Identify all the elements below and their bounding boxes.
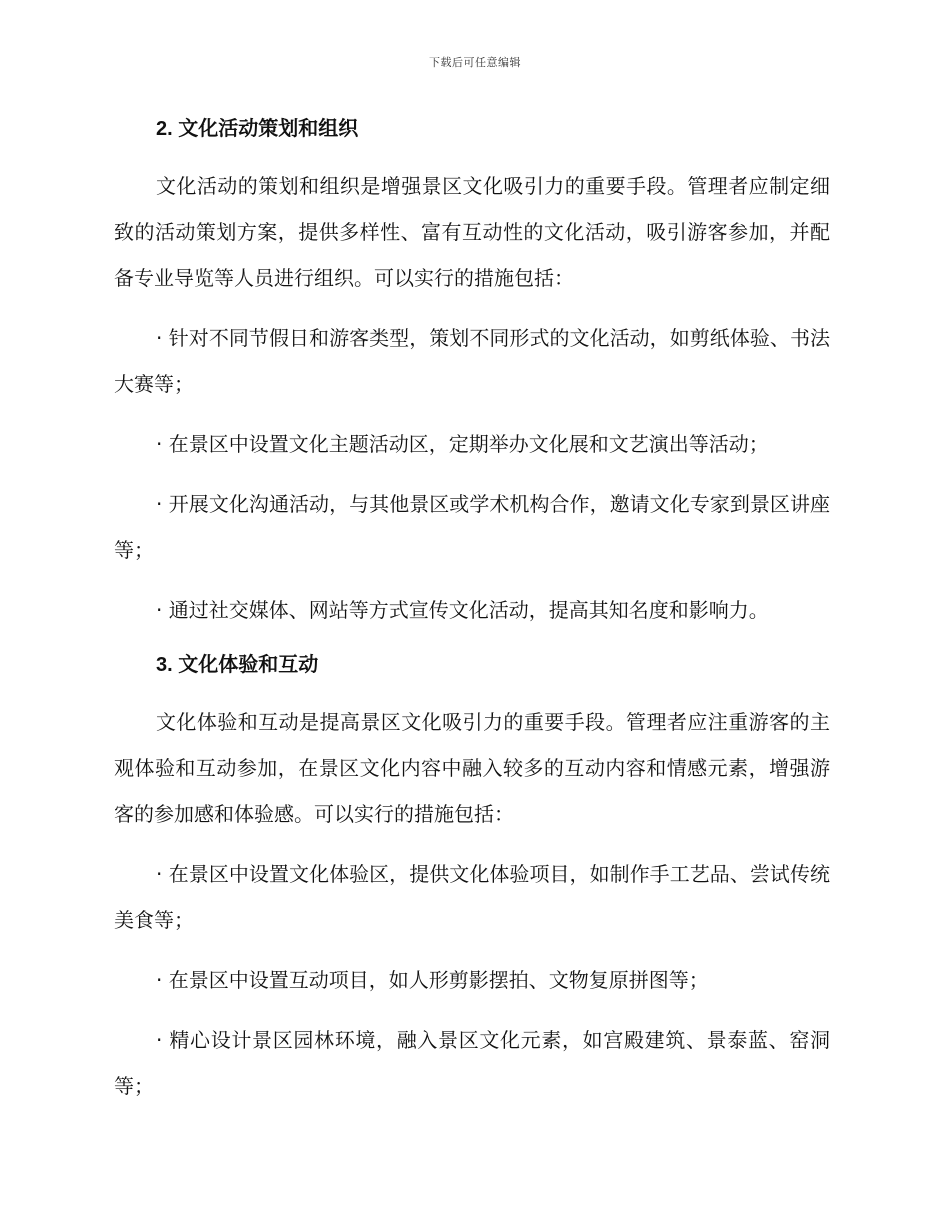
section-heading-2: 2. 文化活动策划和组织 <box>156 118 359 140</box>
section-3-bullet-2: · 在景区中设置互动项目，如人形剪影摆拍、文物复原拼图等； <box>156 968 709 992</box>
section-3-bullet-1: · 在景区中设置文化体验区，提供文化体验项目，如制作手工艺品、尝试传统美食等； <box>114 862 830 932</box>
section-2-bullet-3: · 开展文化沟通活动，与其他景区或学术机构合作，邀请文化专家到景区讲座等； <box>114 492 830 562</box>
section-2-intro: 文化活动的策划和组织是增强景区文化吸引力的重要手段。管理者应制定细致的活动策划方案，提供多样性、富有互动性的文化活动，吸引游客参加，并配备专业导览等人员进行组织。可以实行的措施包括： <box>114 174 830 290</box>
section-3-bullet-3: · 精心设计景区园林环境，融入景区文化元素，如宫殿建筑、景泰蓝、窑洞等； <box>114 1028 830 1098</box>
section-heading-3: 3. 文化体验和互动 <box>156 654 319 676</box>
document-body <box>114 111 830 1123</box>
section-3-intro: 文化体验和互动是提高景区文化吸引力的重要手段。管理者应注重游客的主观体验和互动参加，在景区文化内容中融入较多的互动内容和情感元素，增强游客的参加感和体验感。可以实行的措施包括： <box>114 710 830 826</box>
section-2-bullet-4: · 通过社交媒体、网站等方式宣传文化活动，提高其知名度和影响力。 <box>156 598 769 622</box>
page-header-note: 下载后可任意编辑 <box>429 56 521 69</box>
section-2-bullet-2: · 在景区中设置文化主题活动区，定期举办文化展和文艺演出等活动； <box>156 432 769 456</box>
section-2-bullet-1: · 针对不同节假日和游客类型，策划不同形式的文化活动，如剪纸体验、书法大赛等； <box>114 326 830 396</box>
